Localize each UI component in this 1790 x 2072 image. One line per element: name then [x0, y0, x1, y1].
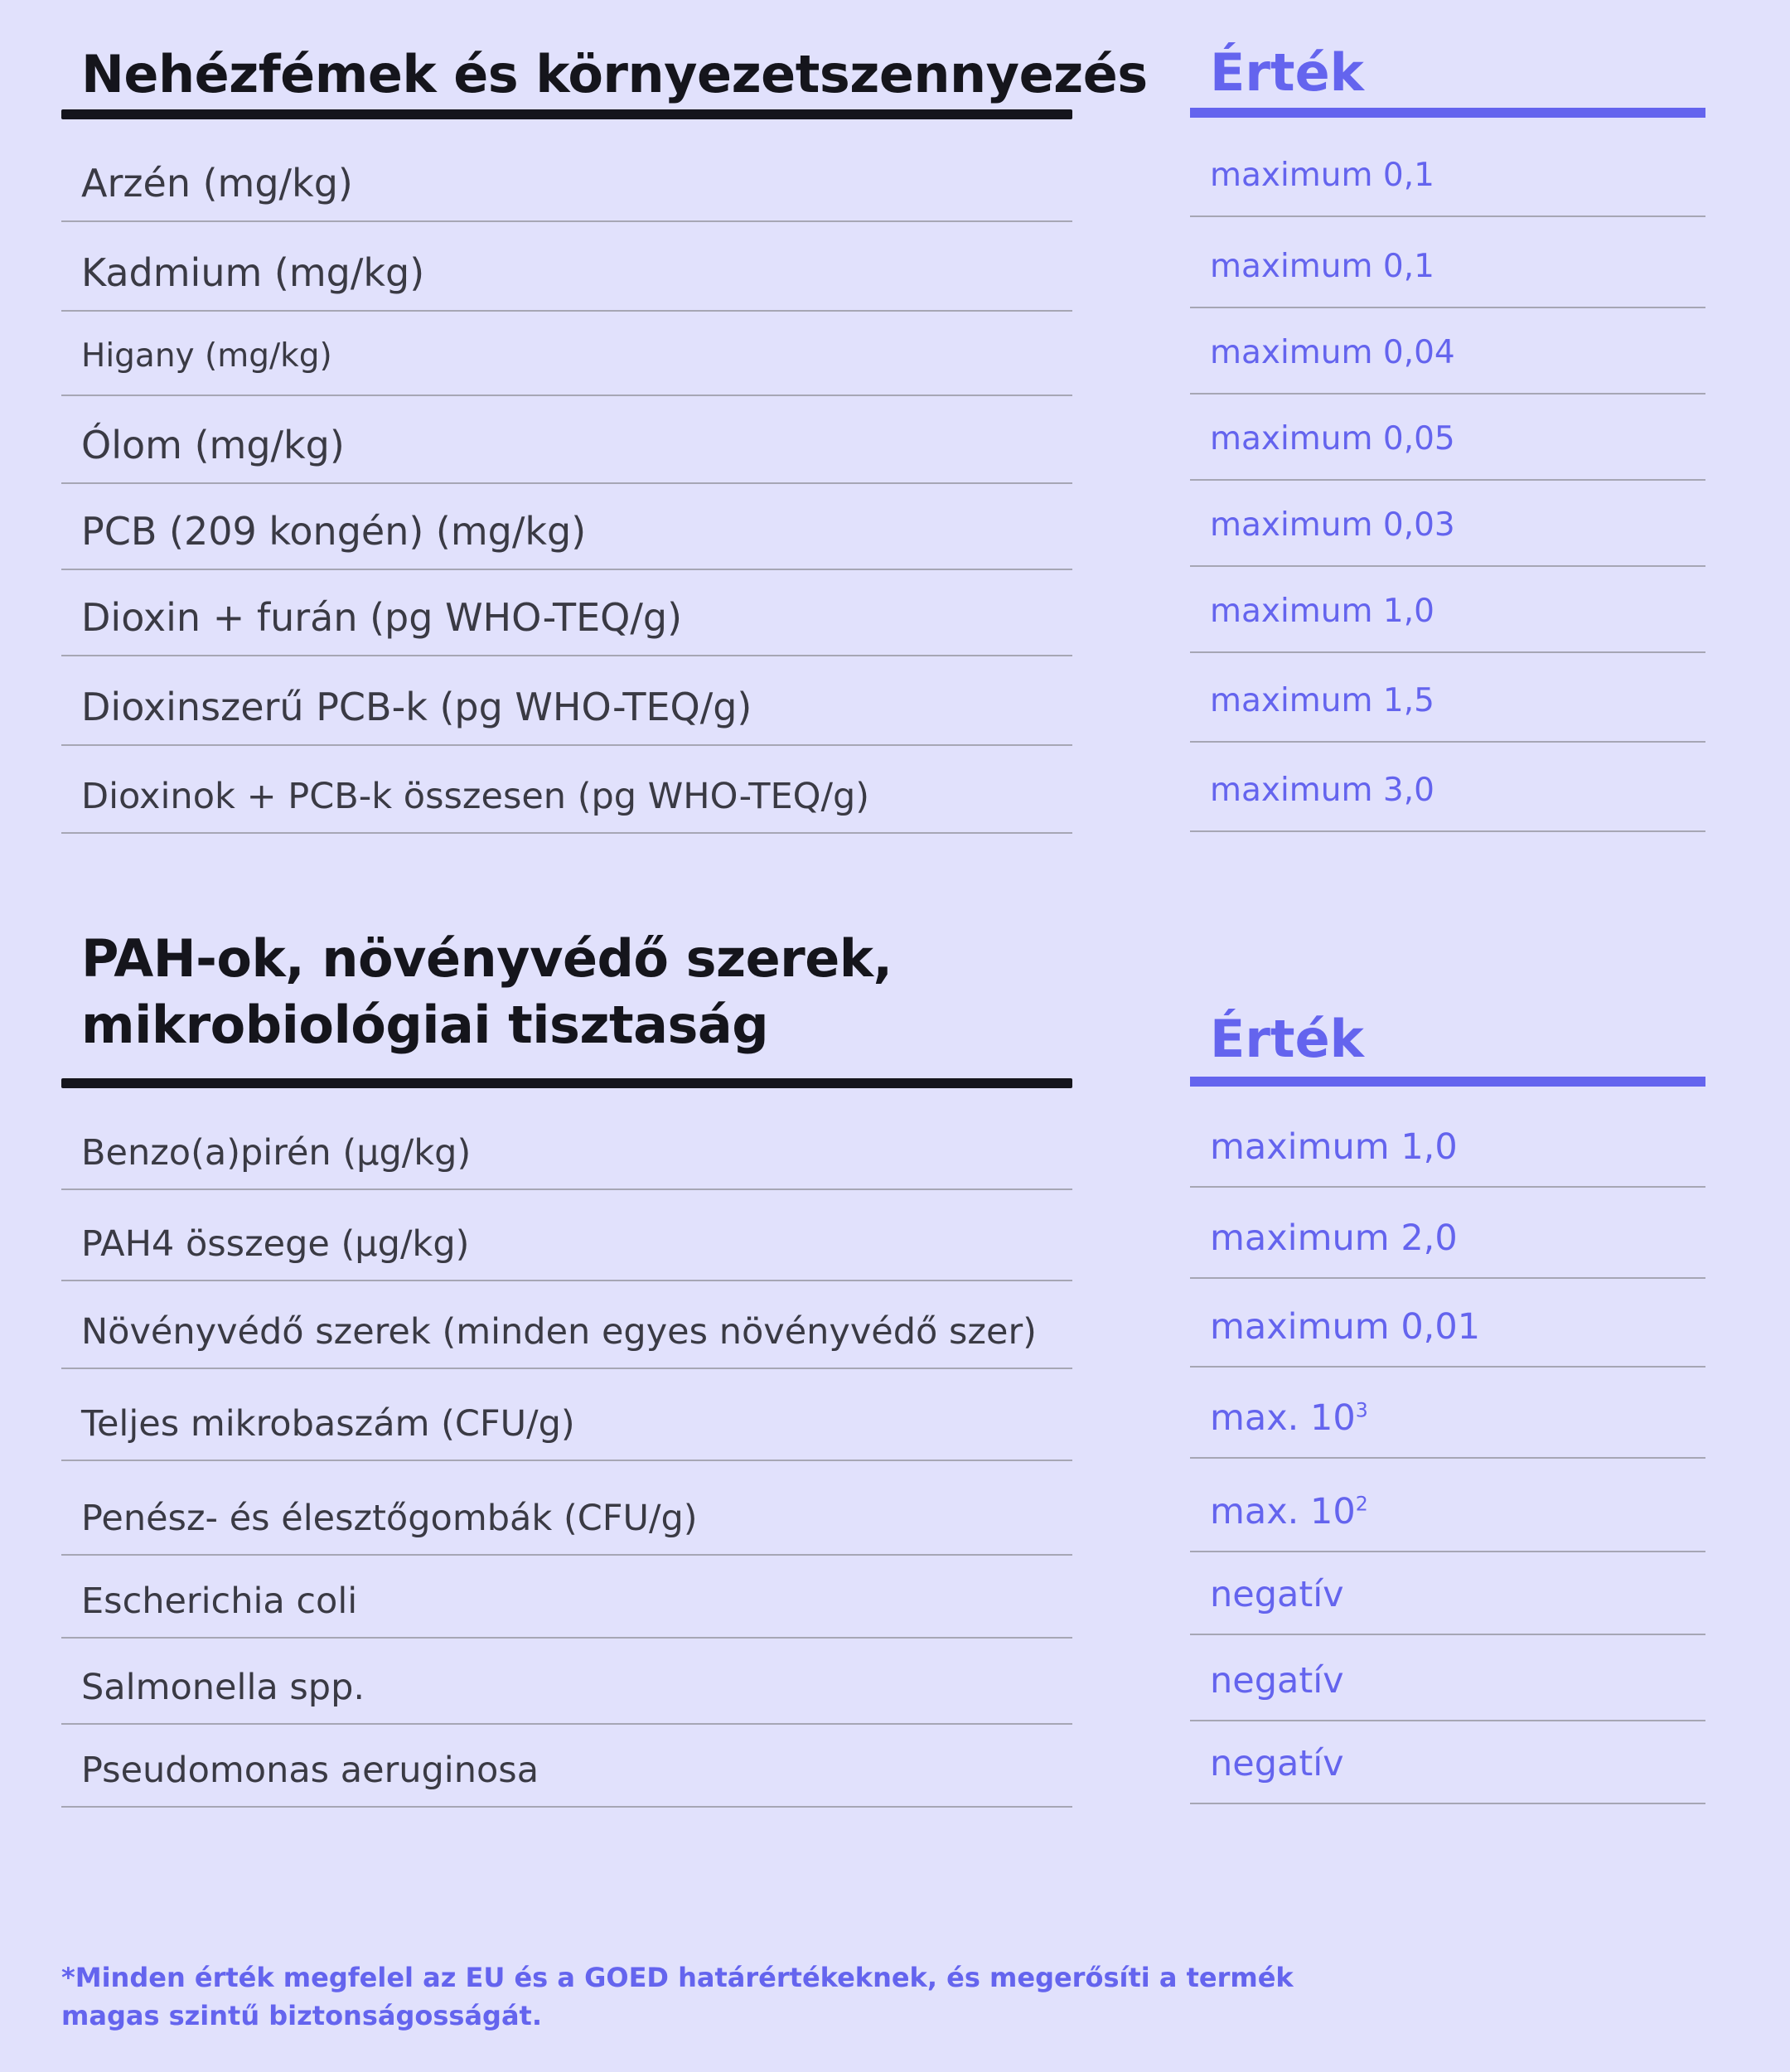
value-row [1190, 481, 1705, 567]
heading-divider [61, 1078, 1072, 1088]
row-value: maximum 0,01 [1210, 1306, 1481, 1348]
row-label: Dioxin + furán (pg WHO-TEQ/g) [81, 595, 683, 640]
table-row [61, 119, 1072, 222]
value-row [1190, 308, 1705, 395]
table-row [61, 222, 1072, 312]
row-value: maximum 1,5 [1210, 682, 1434, 719]
value-row [1190, 1459, 1705, 1552]
value-row [1190, 653, 1705, 743]
value-row [1190, 1368, 1705, 1459]
row-label: Penész- és élesztőgombák (CFU/g) [81, 1498, 698, 1539]
row-value: maximum 0,03 [1210, 506, 1455, 544]
value-base: max. 10 [1210, 1397, 1356, 1439]
row-value: negatív [1210, 1660, 1344, 1702]
table-row [61, 656, 1072, 746]
row-label: PCB (209 kongén) (mg/kg) [81, 509, 587, 554]
value-row [1190, 743, 1705, 832]
value-divider [1190, 108, 1705, 118]
table-row [61, 570, 1072, 656]
value-exponent: 2 [1355, 1492, 1368, 1516]
value-row [1190, 1635, 1705, 1721]
value-row [1190, 395, 1705, 481]
row-value: negatív [1210, 1743, 1344, 1784]
row-label: Benzo(a)pirén (µg/kg) [81, 1132, 472, 1174]
table-row [61, 396, 1072, 484]
section-title: Nehézfémek és környezetszennyezés [81, 44, 1148, 104]
row-label: Higany (mg/kg) [81, 337, 332, 375]
section-title: PAH-ok, növényvédő szerek, mikrobiológiai tisztaság [81, 928, 893, 1055]
value-row [1190, 567, 1705, 653]
row-value [1210, 1491, 1368, 1532]
row-label: Növényvédő szerek (minden egyes növényvédő szer) [81, 1311, 1037, 1353]
row-value: maximum 0,1 [1210, 248, 1434, 285]
value-row [1190, 217, 1705, 308]
row-label: Dioxinszerű PCB-k (pg WHO-TEQ/g) [81, 685, 752, 729]
footnote: *Minden érték megfelel az EU és a GOED határértékeknek, és megerősíti a termék magas szintű biztonságosságát. [61, 1962, 1294, 2031]
value-divider [1190, 1077, 1705, 1087]
table-row [61, 484, 1072, 570]
row-label: Ólom (mg/kg) [81, 423, 345, 467]
row-label: Teljes mikrobaszám (CFU/g) [81, 1403, 575, 1445]
table-row [61, 1556, 1072, 1639]
value-row [1190, 1721, 1705, 1804]
row-value: maximum 0,05 [1210, 420, 1455, 457]
table-row [61, 746, 1072, 834]
table-row [61, 312, 1072, 396]
table-row [61, 1639, 1072, 1725]
row-label: Escherichia coli [81, 1581, 358, 1622]
value-row [1190, 1188, 1705, 1279]
value-header: Érték [1210, 42, 1364, 103]
row-value: maximum 0,1 [1210, 157, 1434, 194]
row-label: Dioxinok + PCB-k összesen (pg WHO-TEQ/g) [81, 776, 870, 817]
table-row [61, 1461, 1072, 1556]
row-value: negatív [1210, 1574, 1344, 1615]
row-label: Arzén (mg/kg) [81, 161, 353, 206]
value-row [1190, 1087, 1705, 1188]
value-header: Érték [1210, 1009, 1364, 1069]
value-row [1190, 118, 1705, 217]
row-value: maximum 2,0 [1210, 1218, 1458, 1259]
row-value: maximum 1,0 [1210, 1126, 1458, 1168]
table-row [61, 1088, 1072, 1190]
row-value [1210, 1397, 1368, 1439]
value-exponent: 3 [1355, 1398, 1368, 1422]
row-value: maximum 3,0 [1210, 772, 1434, 809]
row-label: PAH4 összege (µg/kg) [81, 1223, 470, 1265]
value-base: max. 10 [1210, 1491, 1356, 1532]
heading-divider [61, 109, 1072, 119]
row-label: Salmonella spp. [81, 1667, 365, 1708]
table-row [61, 1190, 1072, 1281]
row-label: Kadmium (mg/kg) [81, 250, 425, 295]
table-row [61, 1725, 1072, 1808]
table-row [61, 1281, 1072, 1369]
row-label: Pseudomonas aeruginosa [81, 1750, 539, 1791]
value-row [1190, 1552, 1705, 1635]
value-row [1190, 1279, 1705, 1368]
row-value: maximum 0,04 [1210, 334, 1455, 371]
row-value: maximum 1,0 [1210, 593, 1434, 630]
table-row [61, 1369, 1072, 1461]
